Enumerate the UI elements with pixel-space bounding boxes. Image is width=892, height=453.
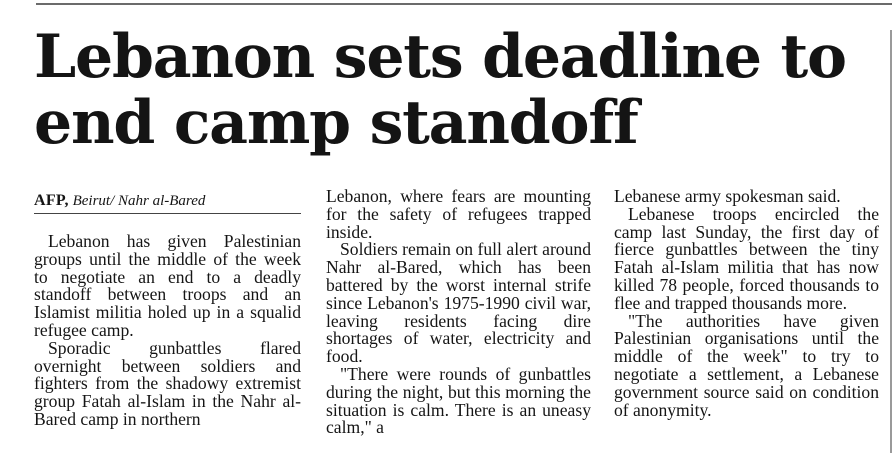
paragraph-4-continued: Lebanese army spokesman said. — [614, 186, 841, 206]
column-3 — [614, 188, 879, 419]
paragraph-6: "The authorities have given Palestinian organisations until the middle of the week" to try to negotiate a settlement, a Lebanese government source said on condition of anonymity. — [614, 310, 879, 420]
paragraph-2-start: Sporadic gunbattles flared overnight between soldiers and fighters from the shadowy extremist group Fatah al-Islam in the Nahr al-Bared camp in northern — [34, 337, 301, 429]
byline — [34, 192, 301, 210]
top-rule — [36, 3, 892, 5]
paragraph-4-start: "There were rounds of gunbattles during the night, but this morning the situation is calm. There is an uneasy calm," a — [326, 363, 591, 438]
paragraph-1: Lebanon has given Palestinian groups until the middle of the week to negotiate an end to a deadly standoff between troops and an Islamist militia holed up in a squalid refugee camp. — [34, 231, 301, 340]
column-2 — [326, 188, 591, 437]
paragraph-2-continued: Lebanon, where fears are mounting for the safety of refugees trapped inside. — [326, 186, 591, 242]
byline-agency: AFP, — [34, 192, 69, 209]
headline: Lebanon sets deadline to end camp standoff — [34, 22, 846, 158]
column-1 — [34, 233, 301, 429]
paragraph-3: Soldiers remain on full alert around Nahr al-Bared, which has been battered by the worst internal strife since Lebanon's 1975-1990 civil war, leaving residents facing dire shortages of water, electricity and food. — [326, 239, 591, 367]
byline-rule — [34, 213, 301, 214]
byline-place: Beirut/ Nahr al-Bared — [72, 193, 206, 209]
paragraph-5: Lebanese troops encircled the camp last Sunday, the first day of fierce gunbattles between the tiny Fatah al-Islam militia that has now killed 78 people, forced thousands to flee and trapped thousands more. — [614, 203, 879, 313]
